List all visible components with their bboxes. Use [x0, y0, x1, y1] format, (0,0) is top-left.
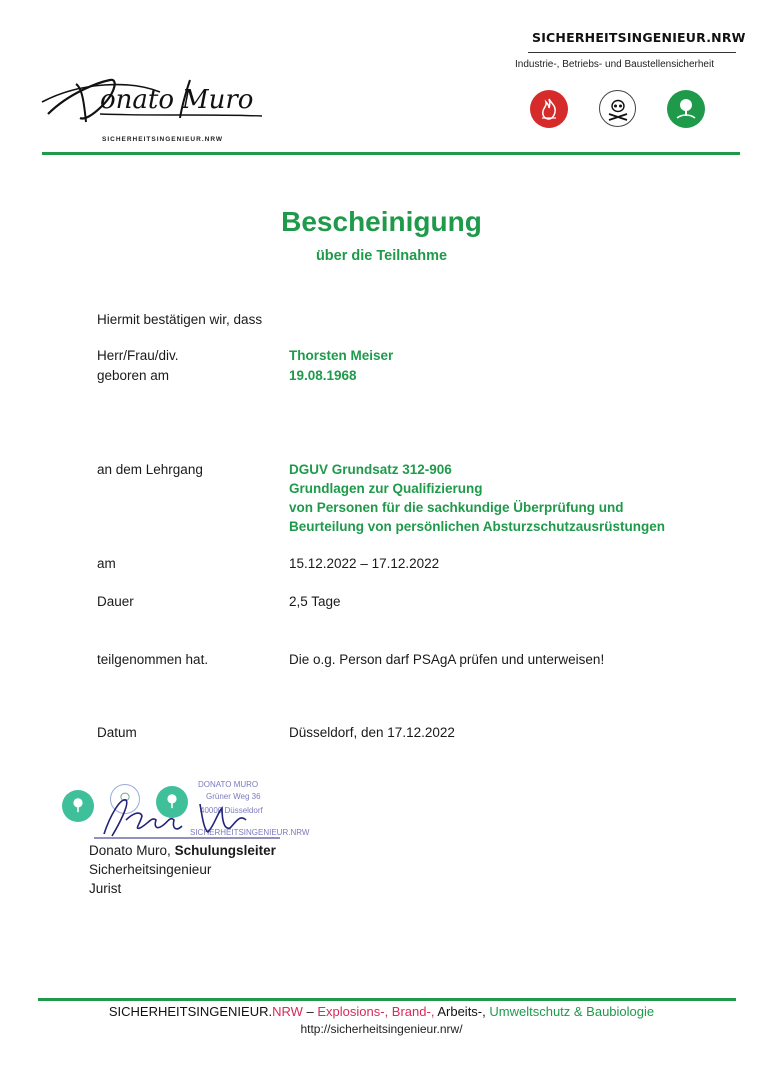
signer-name: Donato Muro,: [89, 843, 171, 858]
footer-url-link[interactable]: http://sicherheitsingenieur.nrw/: [300, 1022, 463, 1036]
logo-subtitle: SICHERHEITSINGENIEUR.NRW: [102, 136, 224, 143]
datum-label: Datum: [97, 725, 137, 740]
course-line: Beurteilung von persönlichen Absturzschutzausrüstungen: [289, 519, 666, 534]
brand-icons: [530, 90, 705, 128]
footer-brand: SICHERHEITSINGENIEUR.: [108, 1004, 273, 1019]
participated-note: Die o.g. Person darf PSAgA prüfen und unterweisen!: [289, 652, 605, 667]
footer-brand-nrw: NRW: [272, 1004, 303, 1019]
svg-text:onato: onato: [100, 85, 175, 115]
stamp-line: SICHERHEITSINGENIEUR.NRW: [190, 828, 310, 837]
footer-work: Arbeits-,: [434, 1004, 490, 1019]
document-subtitle: über die Teilnahme: [315, 248, 448, 264]
signature-logo-icon: [40, 62, 270, 132]
footer-explosion-fire: Explosions-, Brand-,: [317, 1004, 435, 1019]
header-rule: [42, 152, 740, 155]
stamp-line: Grüner Weg 36: [206, 792, 261, 801]
footer-environment: Umweltschutz & Baubiologie: [489, 1004, 655, 1019]
brand-title: SICHERHEITSINGENIEUR.NRW: [532, 30, 746, 45]
footer-rule: [38, 998, 736, 1001]
stamp: [60, 778, 310, 842]
person-label: Herr/Frau/div.: [97, 348, 179, 363]
footer-separator: –: [302, 1004, 318, 1019]
signer-title: Jurist: [89, 881, 122, 896]
stamp-line: DONATO MURO: [198, 780, 259, 789]
intro-text: Hiermit bestätigen wir, dass: [97, 312, 263, 327]
course-label: an dem Lehrgang: [97, 462, 203, 477]
stamp-line: 40000 Düsseldorf: [200, 806, 263, 815]
footer-tagline: [0, 1004, 763, 1019]
svg-text:Muro: Muro: [182, 85, 254, 115]
course-line: DGUV Grundsatz 312-906: [289, 462, 452, 477]
duration-value: 2,5 Tage: [289, 594, 341, 609]
course-line: von Personen für die sachkundige Überprüfung und: [289, 500, 624, 515]
signer-name-line: [89, 843, 276, 858]
birth-label: geboren am: [97, 368, 170, 383]
brand-subtitle: Industrie-, Betriebs- und Baustellensicherheit: [515, 59, 714, 70]
date-label: am: [97, 556, 116, 571]
tree-icon: [667, 90, 705, 128]
participated-label: teilgenommen hat.: [97, 652, 209, 667]
handwritten-signature-icon: [90, 786, 290, 842]
brand-divider: [528, 52, 736, 53]
signer-role: Schulungsleiter: [174, 843, 276, 858]
document-title: Bescheinigung: [281, 206, 482, 237]
signer-title: Sicherheitsingenieur: [89, 862, 212, 877]
birth-date: 19.08.1968: [289, 368, 357, 383]
fire-icon: [530, 90, 568, 128]
brand-logo: [40, 62, 270, 146]
skull-icon: [599, 90, 636, 127]
date-value: 15.12.2022 – 17.12.2022: [289, 556, 440, 571]
datum-value: Düsseldorf, den 17.12.2022: [289, 725, 455, 740]
course-line: Grundlagen zur Qualifizierung: [289, 481, 483, 496]
person-name: Thorsten Meiser: [289, 348, 394, 363]
duration-label: Dauer: [97, 594, 134, 609]
